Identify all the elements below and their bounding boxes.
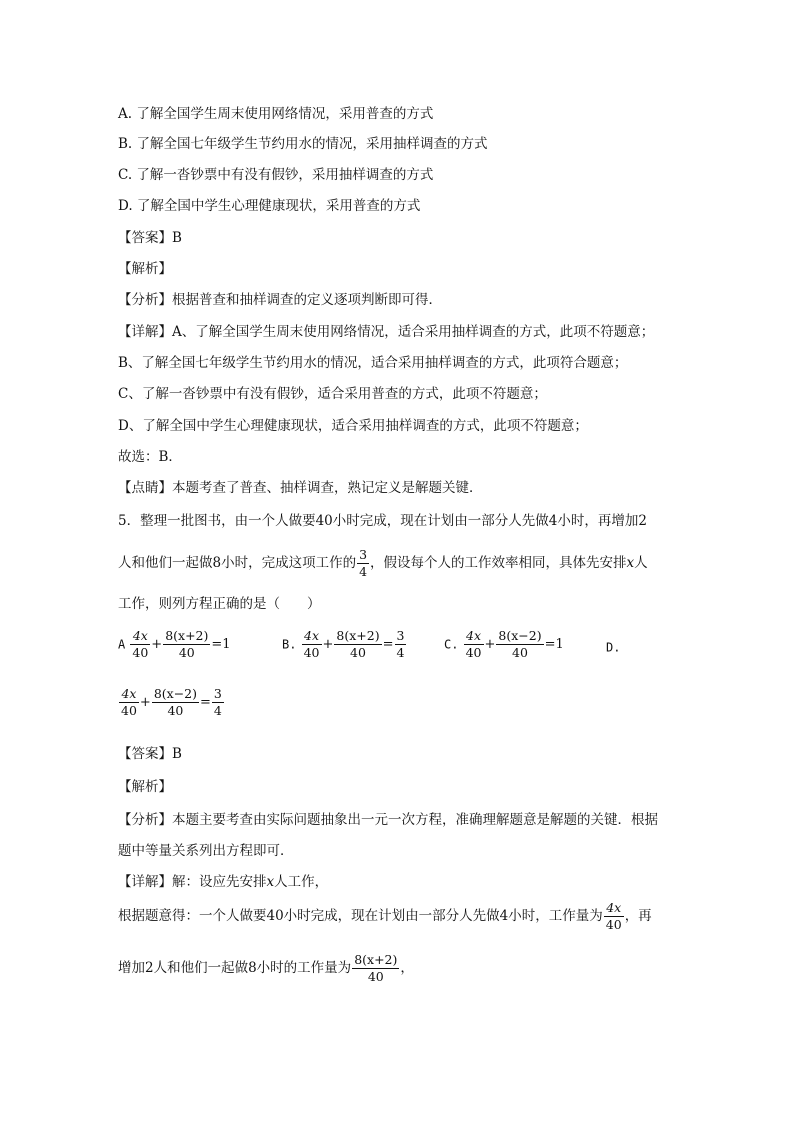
line-gen-text: 根据题意得：一个人做要40小时完成，现在计划由一部分人先做4小时，工作量为 [118, 908, 603, 924]
equals-sign: = [544, 637, 556, 652]
fraction-num: 4x [302, 628, 322, 645]
var-x: x [626, 555, 635, 571]
fraction-den: 4 [359, 564, 368, 579]
equals-sign: = [211, 637, 223, 652]
q5-answer: 【答案】B [118, 746, 182, 762]
fraction-num: 4x [464, 628, 484, 645]
q5-stem-line2-b: ，假设每个人的工作效率相同，具体先安排 [370, 555, 627, 571]
q5-line-gen [118, 898, 652, 934]
fraction-num: 8(x+2) [165, 628, 209, 643]
line-zeng-text-end: ， [400, 960, 414, 976]
q5-option-a [118, 628, 231, 661]
fraction [464, 628, 484, 661]
q5-fenxi-1: 【分析】本题主要考查由实际问题抽象出一元一次方程，准确理解题意是解题的关键．根据 [118, 812, 658, 828]
rhs-value: 1 [222, 637, 231, 652]
equals-sign: = [382, 637, 394, 652]
fraction [395, 628, 407, 661]
fraction-den: 40 [178, 645, 195, 660]
fraction-num: 3 [213, 686, 222, 701]
plus-sign: + [139, 695, 151, 710]
q4-xiangjie-b: B、了解全国七年级学生节约用水的情况，适合采用抽样调查的方式，此项符合题意； [118, 355, 628, 371]
option-label: B. [282, 637, 297, 652]
fraction-num: 8(x+2) [354, 952, 398, 967]
q5-jiexi: 【解析】 [118, 779, 172, 795]
q5-xiangjie-1 [118, 872, 328, 892]
fraction-4x-40 [604, 900, 624, 933]
fraction [152, 686, 199, 719]
fraction-num: 4x [119, 686, 139, 703]
fraction [212, 686, 224, 719]
q4-xiangjie-d: D、了解全国中学生心理健康现状，适合采用抽样调查的方式，此项不符题意； [118, 418, 588, 434]
q5-stem-line3: 工作，则列方程正确的是（ ） [118, 596, 321, 612]
q5-line-zeng [118, 950, 414, 986]
q5-option-d-label [606, 640, 620, 655]
fraction-num: 4x [130, 628, 150, 645]
q4-guxuan: 故选：B． [118, 449, 182, 465]
fraction [130, 628, 150, 661]
var-x: x [266, 874, 275, 890]
option-label: A [118, 637, 126, 652]
plus-sign: + [322, 637, 334, 652]
q5-fenxi-2: 题中等量关系列出方程即可． [118, 843, 294, 859]
fraction-num: 3 [359, 547, 368, 562]
plus-sign: + [484, 637, 496, 652]
q4-option-a: A. 了解全国学生周末使用网络情况，采用普查的方式 [118, 106, 434, 122]
fraction-three-quarters [357, 547, 369, 580]
xiangjie-text: 【详解】解：设应先安排 [118, 874, 267, 890]
q4-jiexi: 【解析】 [118, 261, 172, 277]
line-zeng-text: 增加2人和他们一起做8小时的工作量为 [118, 960, 352, 976]
fraction-den: 4 [213, 703, 222, 718]
q4-option-d: D. 了解全国中学生心理健康现状，采用普查的方式 [118, 198, 421, 214]
q5-stem-line2 [118, 546, 648, 580]
q4-fenxi: 【分析】根据普查和抽样调查的定义逐项判断即可得． [118, 292, 442, 308]
option-label: C. [444, 637, 459, 652]
q5-stem-line2-a: 人和他们一起做8小时，完成这项工作的 [118, 555, 357, 571]
fraction [163, 628, 210, 661]
fraction-num: 3 [396, 628, 405, 643]
q4-answer: 【答案】B [118, 230, 182, 246]
line-gen-text-end: ，再 [624, 908, 652, 924]
q4-xiangjie-c: C、了解一沓钞票中有没有假钞，适合采用普查的方式，此项不符题意； [118, 386, 547, 402]
fraction [119, 686, 139, 719]
fraction-num: 4x [604, 900, 624, 917]
q4-option-b: B. 了解全国七年级学生节约用水的情况，采用抽样调查的方式 [118, 136, 488, 152]
option-label: D. [606, 640, 621, 655]
fraction-den: 40 [303, 645, 320, 660]
fraction-den: 40 [121, 703, 137, 718]
equals-sign: = [200, 695, 211, 710]
fraction-den: 40 [132, 645, 149, 660]
fraction [496, 628, 543, 661]
plus-sign: + [151, 637, 163, 652]
fraction-den: 40 [367, 969, 384, 984]
fraction-den: 4 [396, 645, 405, 660]
q4-xiangjie-a: 【详解】A、了解全国学生周末使用网络情况，适合采用抽样调查的方式，此项不符题意； [118, 324, 655, 340]
fraction-den: 40 [167, 703, 184, 718]
fraction [302, 628, 322, 661]
xiangjie-text-end: 人工作， [274, 874, 329, 890]
fraction-num: 8(x−2) [498, 628, 542, 643]
q4-option-c: C. 了解一沓钞票中有没有假钞，采用抽样调查的方式 [118, 167, 434, 183]
q5-option-b [282, 628, 407, 661]
fraction-den: 40 [350, 645, 366, 660]
q5-option-c [444, 628, 564, 661]
q5-stem-line1: 5．整理一批图书，由一个人做要40小时完成，现在计划由一部分人先做4小时，再增加2 [118, 513, 647, 529]
q5-option-d [118, 686, 225, 719]
q5-stem-line2-c: 人 [634, 555, 648, 571]
rhs-value: 1 [555, 637, 564, 652]
q4-dianjing: 【点睛】本题考查了普查、抽样调查，熟记定义是解题关键． [118, 480, 483, 496]
fraction-den: 40 [512, 645, 528, 660]
fraction-8x2-40 [352, 952, 399, 985]
fraction-den: 40 [465, 645, 482, 660]
fraction-num: 8(x+2) [336, 628, 380, 643]
fraction-num: 8(x−2) [153, 686, 197, 701]
fraction-den: 40 [605, 917, 622, 932]
fraction [334, 628, 381, 661]
